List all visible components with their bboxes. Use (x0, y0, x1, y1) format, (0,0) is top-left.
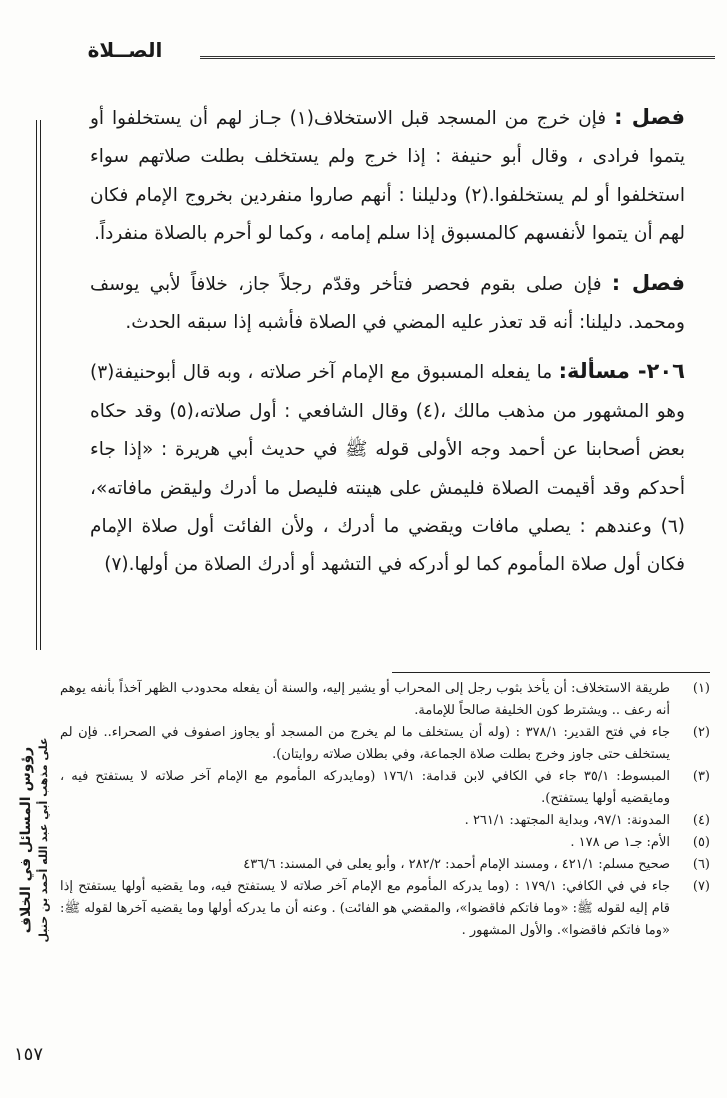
footnote (60, 678, 710, 722)
section-heading: فصل : (614, 105, 685, 129)
footnote (60, 832, 710, 854)
side-rule-inner (36, 120, 37, 650)
footnote (60, 876, 710, 942)
footnote-text: المدونة: ٩٧/١، وبداية المجتهد: ٢٦١/١ . (464, 813, 670, 828)
side-running-title (18, 660, 54, 1020)
footnote-separator (392, 672, 710, 673)
footnote-text: جاء في في الكافي: ١٧٩/١ : (وما يدركه المأموم مع الإمام آخر صلاته لا يستفتح فيه، وما يقضيه أولها يستفتح إذا قام إليه لقوله ﷺ: «وما فاتكم فاقضوا»، والمقضي هو الفائت) . وعنه أن ما يدركه أولها وما يقضيه آخرها لقوله ﷺ: «وما فاتكم فاقضوا». والأول المشهور . (59, 879, 670, 938)
footnote-number: (٦) (692, 857, 710, 872)
footnote-text: طريقة الاستخلاف: أن يأخذ بثوب رجل إلى المحراب أو يشير إليه، والسنة أن يفعله محدودب الظهر آخذاً بأنفه يوهم أنه رعف .. ويشترط كون الخليفة صالحاً للإمامة. (60, 681, 670, 718)
footnote-text: جاء في فتح القدير: ٣٧٨/١ : (وله أن يستخلف ما لم يخرج من المسجد أو يجاوز اصفوف في الصحراء.. فإن لم يستخلف حتى جاوز وخرج بطلت صلاة الجماعة، وفي بطلان صلاته روايتان). (60, 725, 670, 762)
paragraph-text: فإن خرج من المسجد قبل الاستخلاف(١) جـاز لهم أن يستخلفوا أو يتموا فرادى ، وقال أبو حنيفة : إذا خرج ولم يستخلف بطلت صلاتهم سواء استخلفوا أو لم يستخلفوا.(٢) ودليلنا : أنهم صاروا منفردين بخروج الإمام فكان لهم أن يتموا لأنفسهم كالمسبوق إذا سلم إمامه ، وكما لو أحرم بالصلاة منفرداً. (90, 108, 686, 245)
header-rule (200, 56, 715, 59)
footnote (60, 722, 710, 766)
footnote (60, 854, 710, 876)
footnote-text: الأم: جـ١ ص ١٧٨ . (570, 835, 670, 850)
footnotes (60, 678, 710, 942)
main-text (90, 98, 685, 595)
side-rule (40, 120, 41, 650)
running-header-title: الصــلاة (87, 38, 163, 62)
footnote-number: (٣) (692, 769, 710, 784)
paragraph (90, 352, 685, 584)
footnote-number: (٤) (692, 813, 710, 828)
footnote-text: المبسوط: ٣٥/١ جاء في الكافي لابن قدامة: ١٧٦/١ (ومايدركه المأموم مع الإمام آخر صلاته لا يستفتح فيه ، ومايقضيه أولها يستفتح). (60, 769, 671, 806)
footnote-number: (٧) (692, 879, 710, 894)
page-number: ١٥٧ (14, 1044, 44, 1065)
footnote-number: (٥) (692, 835, 710, 850)
footnote-number: (١) (692, 681, 710, 696)
section-heading: فصل : (611, 270, 686, 295)
issue-heading: ٢٠٦- مسألة: (558, 359, 685, 384)
paragraph (90, 98, 685, 254)
footnote-number: (٢) (692, 725, 710, 740)
footnote (60, 766, 710, 810)
footnote-text: صحيح مسلم: ٤٢١/١ ، ومسند الإمام أحمد: ٢٨٢/٢ ، وأبو يعلى في المسند: ٤٣٦/٦ (243, 857, 670, 872)
side-title-line1: رؤوس المسائل في الخلاف (18, 746, 34, 934)
side-title-line2: على مذهب أبي عبد الله أحمد بن حنبل (37, 737, 50, 943)
paragraph (90, 264, 685, 343)
footnote (60, 810, 710, 832)
paragraph-text: فإن صلى بقوم فحصر فتأخر وقدّم رجلاً جاز، خلافاً لأبي يوسف ومحمد. دليلنا: أنه قد تعذر عليه المضي في الصلاة فأشبه إذا سبقه الحدث. (90, 273, 685, 334)
paragraph-text: ما يفعله المسبوق مع الإمام آخر صلاته ، وبه قال أبوحنيفة(٣) وهو المشهور من مذهب مالك ،(٤) وقال الشافعي : أول صلاته،(٥) وقد حكاه بعض أصحابنا عن أحمد وجه الأولى قوله ﷺ في حديث أبي هريرة : «إذا جاء أحدكم وقد أقيمت الصلاة فليمش على هينته فليصل ما أدرك وليقض مافاته»،(٦) وعندهم : يصلي مافات ويقضي ما أدرك ، ولأن الفائت أول صلاة الإمام فكان أول صلاة المأموم كما لو أدركه في التشهد أو أدرك الصلاة من أولها.(٧) (90, 362, 685, 576)
